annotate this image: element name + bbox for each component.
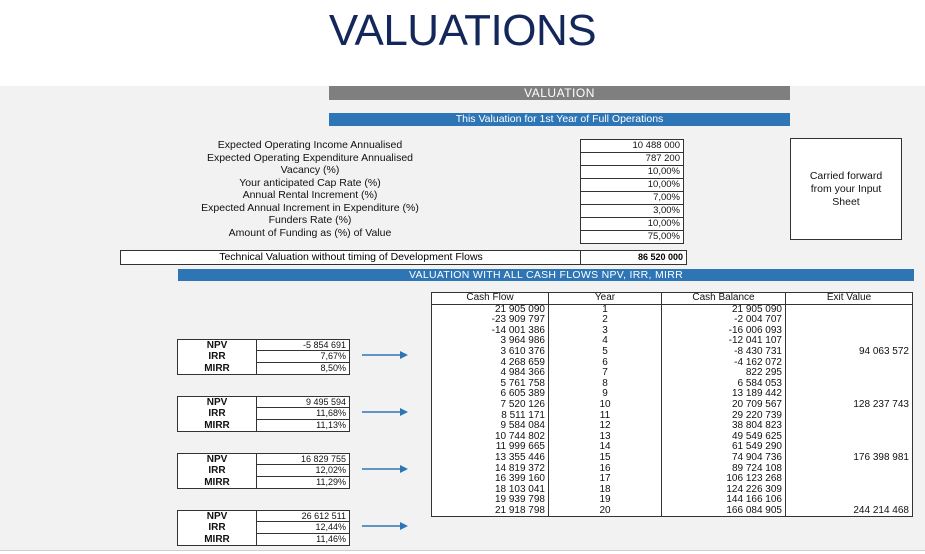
valuation-subheader: This Valuation for 1st Year of Full Operations — [329, 113, 790, 126]
exit-value-cell[interactable] — [786, 474, 913, 485]
metric-row-mirr — [178, 420, 349, 431]
metric-row-mirr — [178, 363, 349, 374]
year-cell[interactable]: 13 — [549, 432, 662, 443]
cash-flow-cell[interactable]: 9 584 084 — [432, 421, 549, 432]
column-header: Exit Value — [786, 293, 913, 305]
input-value-cell[interactable]: 10,00% — [581, 179, 683, 192]
exit-value-cell[interactable] — [786, 485, 913, 496]
npv-value[interactable]: -5 854 691 — [257, 340, 349, 351]
arrow-right-icon — [362, 407, 408, 417]
cash-balance-cell[interactable]: 822 295 — [662, 368, 786, 379]
cash-balance-cell[interactable]: -8 430 731 — [662, 347, 786, 358]
cash-balance-cell[interactable]: 106 123 268 — [662, 474, 786, 485]
exit-value-cell[interactable] — [786, 368, 913, 379]
cash-balance-cell[interactable]: -4 162 072 — [662, 358, 786, 369]
page-title: VALUATIONS — [328, 6, 597, 55]
input-value-cell[interactable]: 10,00% — [581, 218, 683, 231]
metric-box — [177, 453, 350, 489]
input-values — [580, 139, 684, 244]
cashflow-table — [431, 292, 913, 517]
exit-value-cell[interactable] — [786, 358, 913, 369]
year-cell[interactable]: 6 — [549, 358, 662, 369]
exit-value-cell[interactable]: 128 237 743 — [786, 400, 913, 411]
cash-flow-cell[interactable]: 21 918 798 — [432, 506, 549, 517]
input-label: Amount of Funding as (%) of Value — [228, 226, 392, 239]
cash-flow-cell[interactable]: 4 984 366 — [432, 368, 549, 379]
year-cell[interactable]: 9 — [549, 389, 662, 400]
metric-row-npv — [178, 454, 349, 465]
npv-value[interactable]: 9 495 594 — [257, 397, 349, 408]
npv-label: NPV — [178, 397, 257, 408]
arrow-right-icon — [362, 350, 408, 360]
mirr-value[interactable]: 11,13% — [316, 419, 346, 430]
technical-valuation-label: Technical Valuation without timing of Development Flows — [120, 250, 582, 265]
arrow-right-icon — [362, 521, 408, 531]
cash-balance-cell[interactable]: 38 804 823 — [662, 421, 786, 432]
year-cell[interactable]: 7 — [549, 368, 662, 379]
input-label: Expected Operating Income Annualised — [217, 139, 403, 151]
irr-value[interactable]: 12,02% — [257, 465, 349, 476]
table-row — [432, 453, 913, 464]
year-cell[interactable]: 4 — [549, 336, 662, 347]
input-value-cell[interactable]: 75,00% — [647, 231, 680, 242]
metric-row-irr — [178, 522, 349, 533]
metric-row-npv — [178, 340, 349, 351]
cash-balance-cell[interactable]: -16 006 093 — [662, 326, 786, 337]
irr-label: IRR — [178, 351, 257, 362]
exit-value-cell[interactable] — [786, 432, 913, 443]
cash-flow-cell[interactable]: 3 610 376 — [432, 347, 549, 358]
cash-flow-cell[interactable]: 19 939 798 — [432, 495, 549, 506]
input-value-cell[interactable]: 3,00% — [581, 205, 683, 218]
cash-flow-cell[interactable]: 5 761 758 — [432, 379, 549, 390]
metric-box — [177, 396, 350, 432]
npv-label: NPV — [178, 340, 257, 351]
column-header: Cash Flow — [432, 293, 549, 305]
metric-row-irr — [178, 408, 349, 419]
cash-balance-cell[interactable]: 166 084 905 — [662, 506, 786, 517]
carried-forward-note — [790, 138, 902, 240]
npv-label: NPV — [178, 454, 257, 465]
cash-balance-cell[interactable]: 61 549 290 — [662, 442, 786, 453]
cash-flow-cell[interactable]: -23 909 797 — [432, 315, 549, 326]
year-cell[interactable]: 8 — [549, 379, 662, 390]
year-cell[interactable]: 14 — [549, 442, 662, 453]
npv-value[interactable]: 26 612 511 — [257, 511, 349, 522]
exit-value-cell[interactable] — [786, 421, 913, 432]
year-cell[interactable]: 20 — [549, 506, 662, 517]
mirr-label: MIRR — [178, 420, 257, 431]
cash-flow-cell[interactable]: 11 999 665 — [432, 442, 549, 453]
irr-label: IRR — [178, 408, 257, 419]
mirr-label: MIRR — [178, 477, 257, 488]
cash-flow-cell[interactable]: 3 964 986 — [432, 336, 549, 347]
input-value-cell[interactable]: 10 488 000 — [581, 140, 683, 153]
cash-flow-cell[interactable]: 21 905 090 — [432, 304, 549, 315]
year-cell[interactable]: 19 — [549, 495, 662, 506]
irr-value[interactable]: 12,44% — [257, 522, 349, 533]
column-header: Cash Balance — [662, 293, 786, 305]
cash-flow-cell[interactable]: 10 744 802 — [432, 432, 549, 443]
mirr-value[interactable]: 11,46% — [316, 533, 346, 544]
cash-balance-cell[interactable]: 20 709 567 — [662, 400, 786, 411]
metric-row-irr — [178, 465, 349, 476]
metric-box — [177, 339, 350, 375]
exit-value-cell[interactable] — [786, 379, 913, 390]
year-cell[interactable]: 5 — [549, 347, 662, 358]
metric-row-npv — [178, 511, 349, 522]
year-cell[interactable]: 10 — [549, 400, 662, 411]
cashflow-header: VALUATION WITH ALL CASH FLOWS NPV, IRR, MIRR — [178, 269, 914, 281]
table-row — [432, 400, 913, 411]
cash-balance-cell[interactable]: 74 904 736 — [662, 453, 786, 464]
cash-balance-cell[interactable]: 29 220 739 — [662, 411, 786, 422]
cash-balance-cell[interactable]: 49 549 625 — [662, 432, 786, 443]
table-row — [432, 347, 913, 358]
arrow-right-icon — [362, 464, 408, 474]
exit-value-cell[interactable] — [786, 411, 913, 422]
cash-flow-cell[interactable]: 8 511 171 — [432, 411, 549, 422]
input-value-cell[interactable]: 10,00% — [581, 166, 683, 179]
irr-value[interactable]: 11,68% — [257, 408, 349, 419]
metric-row-mirr — [178, 534, 349, 545]
input-value-cell[interactable]: 7,00% — [581, 192, 683, 205]
cash-balance-cell[interactable]: -12 041 107 — [662, 336, 786, 347]
exit-value-cell[interactable]: 94 063 572 — [786, 347, 913, 358]
cash-flow-cell[interactable]: 18 103 041 — [432, 485, 549, 496]
cash-balance-cell[interactable]: -2 004 707 — [662, 315, 786, 326]
exit-value-cell[interactable] — [786, 464, 913, 475]
exit-value-cell[interactable] — [786, 315, 913, 326]
cashflow-table-body — [432, 304, 913, 517]
input-label: Expected Annual Increment in Expenditure (%) — [201, 201, 419, 214]
valuation-header: VALUATION — [329, 86, 790, 100]
exit-value-cell[interactable] — [786, 326, 913, 337]
mirr-value[interactable]: 8,50% — [320, 362, 346, 373]
input-label: Expected Operating Expenditure Annualised — [206, 151, 414, 164]
cash-flow-cell[interactable]: 4 268 659 — [432, 358, 549, 369]
npv-value[interactable]: 16 829 755 — [257, 454, 349, 465]
metric-row-npv — [178, 397, 349, 408]
exit-value-cell[interactable]: 176 398 981 — [786, 453, 913, 464]
year-cell[interactable]: 18 — [549, 485, 662, 496]
irr-label: IRR — [178, 465, 257, 476]
irr-value[interactable]: 7,67% — [257, 351, 349, 362]
mirr-label: MIRR — [178, 363, 257, 374]
input-label: Annual Rental Increment (%) — [242, 189, 378, 201]
irr-label: IRR — [178, 522, 257, 533]
cash-balance-cell[interactable]: 6 584 053 — [662, 379, 786, 390]
cash-flow-cell[interactable]: 13 355 446 — [432, 453, 549, 464]
technical-valuation-value[interactable]: 86 520 000 — [580, 250, 687, 265]
cash-balance-cell[interactable]: 144 166 106 — [662, 495, 786, 506]
cash-flow-cell[interactable]: 7 520 126 — [432, 400, 549, 411]
input-label: Vacancy (%) — [280, 164, 340, 176]
carried-forward-text: Carried forward from your Input Sheet — [809, 169, 883, 208]
input-label: Your anticipated Cap Rate (%) — [239, 176, 381, 189]
cash-balance-cell[interactable]: 21 905 090 — [662, 304, 786, 315]
input-label: Funders Rate (%) — [268, 214, 352, 226]
cash-flow-cell[interactable]: -14 001 386 — [432, 326, 549, 337]
cash-flow-cell[interactable]: 16 399 160 — [432, 474, 549, 485]
table-header-row — [432, 293, 913, 305]
cash-flow-cell[interactable]: 14 819 372 — [432, 464, 549, 475]
metric-row-irr — [178, 351, 349, 362]
year-cell[interactable]: 15 — [549, 453, 662, 464]
exit-value-cell[interactable]: 244 214 468 — [786, 506, 913, 517]
year-cell[interactable]: 12 — [549, 421, 662, 432]
year-cell[interactable]: 11 — [549, 411, 662, 422]
metric-row-mirr — [178, 477, 349, 488]
npv-label: NPV — [178, 511, 257, 522]
cash-balance-cell[interactable]: 89 724 108 — [662, 464, 786, 475]
year-cell[interactable]: 17 — [549, 474, 662, 485]
year-cell[interactable]: 1 — [549, 304, 662, 315]
mirr-value[interactable]: 11,29% — [316, 476, 346, 487]
input-value-cell[interactable]: 787 200 — [581, 153, 683, 166]
year-cell[interactable]: 2 — [549, 315, 662, 326]
year-cell[interactable]: 3 — [549, 326, 662, 337]
cash-balance-cell[interactable]: 13 189 442 — [662, 389, 786, 400]
exit-value-cell[interactable] — [786, 304, 913, 315]
cash-flow-cell[interactable]: 6 605 389 — [432, 389, 549, 400]
year-cell[interactable]: 16 — [549, 464, 662, 475]
mirr-label: MIRR — [178, 534, 257, 545]
column-header: Year — [549, 293, 662, 305]
cash-balance-cell[interactable]: 124 226 309 — [662, 485, 786, 496]
table-row — [432, 506, 913, 517]
divider — [0, 550, 925, 551]
metric-box — [177, 510, 350, 546]
